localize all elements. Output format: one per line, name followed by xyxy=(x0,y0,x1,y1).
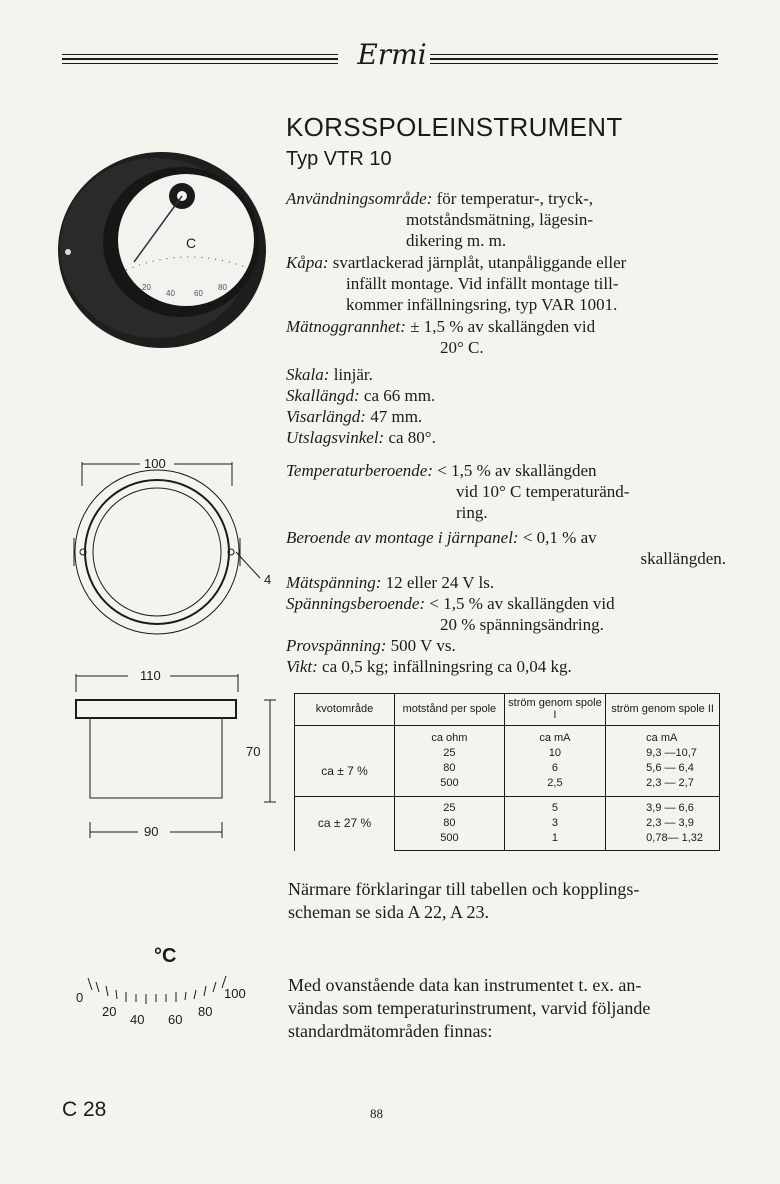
scale-number: 20 xyxy=(102,1004,117,1019)
table-cell: 6 xyxy=(504,761,605,776)
table-cell: 1 xyxy=(504,831,605,851)
page-number: 88 xyxy=(370,1106,383,1121)
note-paragraph xyxy=(288,878,724,924)
table-cell: 80 xyxy=(395,761,505,776)
spec-value: 500 V vs. xyxy=(390,636,456,655)
spec-label: Spänningsberoende: xyxy=(286,594,426,613)
spec-value: kommer infällningsring, typ VAR 1001. xyxy=(346,295,618,314)
table-range-cell: ca ± 7 % xyxy=(295,746,395,797)
header-rule-left-3 xyxy=(62,63,338,64)
spec-label: Mätspänning: xyxy=(286,573,382,592)
table-header: kvotområde xyxy=(295,694,395,726)
table-cell: 500 xyxy=(395,831,505,851)
table-cell: 2,3 — 3,9 xyxy=(606,816,720,831)
dim-4-label: 4 xyxy=(264,572,272,587)
spec-label: Mätnoggrannhet: xyxy=(286,317,406,336)
table-range-cell: ca ± 27 % xyxy=(295,797,395,851)
scale-number: 100 xyxy=(224,986,246,1001)
spec-label: Kåpa: xyxy=(286,253,329,272)
spec-value: 47 mm. xyxy=(370,407,423,426)
spec-value: infällt montage. Vid infällt montage till- xyxy=(346,274,619,293)
note-line: Närmare förklaringar till tabellen och kopplings- xyxy=(288,879,640,899)
header-rule-right-1 xyxy=(430,54,718,55)
page-code: C 28 xyxy=(62,1098,107,1121)
dial-number: 80 xyxy=(218,283,227,292)
spec-value: skallängden. xyxy=(640,549,726,568)
spec-value: ± 1,5 % av skallängden vid xyxy=(410,317,596,336)
spec-label: Skallängd: xyxy=(286,386,360,405)
scale-number: 60 xyxy=(168,1012,183,1027)
table-cell: 0,78— 1,32 xyxy=(606,831,720,851)
table-cell: 2,3 — 2,7 xyxy=(606,776,720,797)
table-row xyxy=(295,746,720,761)
spec-value: för temperatur-, tryck-, xyxy=(436,189,593,208)
spec-value: linjär. xyxy=(333,365,373,384)
scale-number: 0 xyxy=(76,990,84,1005)
note-line: scheman se sida A 22, A 23. xyxy=(288,902,489,922)
spec-value: ring. xyxy=(456,503,488,522)
spec-temp-dependence xyxy=(286,460,726,523)
spec-value: motståndsmätning, lägesin- xyxy=(406,210,593,229)
table-cell: 3,9 — 6,6 xyxy=(606,797,720,817)
page-title: KORSSPOLEINSTRUMENT xyxy=(286,112,623,142)
spec-value: < 1,5 % av skallängden xyxy=(437,461,597,480)
table-header: motstånd per spole xyxy=(395,694,505,726)
table-cell: 5,6 — 6,4 xyxy=(606,761,720,776)
spec-label: Visarlängd: xyxy=(286,407,366,426)
table-header: ström genom spole II xyxy=(606,694,720,726)
table-cell: 25 xyxy=(395,797,505,817)
spec-mount-dependence xyxy=(286,527,726,569)
table-cell: 5 xyxy=(504,797,605,817)
table-cell: 3 xyxy=(504,816,605,831)
spec-accuracy xyxy=(286,316,726,358)
header-rule-left-1 xyxy=(62,54,338,55)
spec-value: 20 % spänningsändring. xyxy=(440,615,604,634)
brand-logo: Ermi xyxy=(357,38,427,71)
dim-100-label: 100 xyxy=(144,456,166,471)
instrument-photo xyxy=(56,150,268,350)
table-cell: 10 xyxy=(504,746,605,761)
header-rule-right-3 xyxy=(430,63,718,64)
dimension-drawing xyxy=(60,452,280,852)
dial-number: 40 xyxy=(166,289,175,298)
page-subtitle: Typ VTR 10 xyxy=(286,148,392,170)
spec-value: ca 66 mm. xyxy=(363,386,436,405)
note-line: vändas som temperaturinstrument, varvid följande xyxy=(288,998,651,1018)
table-cell: 2,5 xyxy=(504,776,605,797)
spec-label: Skala: xyxy=(286,365,330,384)
scale-number: 40 xyxy=(130,1012,145,1027)
dial-number: 60 xyxy=(194,289,203,298)
spec-value: ca 80°. xyxy=(388,428,436,447)
table-header: ström genom spole I xyxy=(504,694,605,726)
dim-70-label: 70 xyxy=(246,744,261,759)
table-cell: ca mA xyxy=(606,726,720,747)
dial-number: 20 xyxy=(142,283,151,292)
note-line: Med ovanstående data kan instrumentet t. ex. an- xyxy=(288,975,642,995)
dim-90-label: 90 xyxy=(144,824,159,839)
header-rule-left-2 xyxy=(62,58,338,60)
spec-value: < 1,5 % av skallängden vid xyxy=(429,594,615,613)
coil-data-table xyxy=(294,693,720,851)
scale-unit-label: °C xyxy=(154,945,177,967)
spec-label: Vikt: xyxy=(286,657,318,676)
spec-label: Temperaturberoende: xyxy=(286,461,433,480)
spec-kapa xyxy=(286,252,726,315)
spec-usage xyxy=(286,188,726,251)
note-line: standardmätområden finnas: xyxy=(288,1021,493,1041)
dial-unit-label: C xyxy=(186,235,197,251)
spec-value: svartlackerad järnplåt, utanpåliggande eller xyxy=(332,253,627,272)
spec-value: dikering m. m. xyxy=(406,231,507,250)
table-cell: 9,3 —10,7 xyxy=(606,746,720,761)
spec-label: Användningsområde: xyxy=(286,189,433,208)
spec-value: vid 10° C temperaturänd- xyxy=(456,482,630,501)
usage-paragraph xyxy=(288,974,724,1043)
spec-voltage xyxy=(286,572,726,677)
scale-sample xyxy=(74,940,254,1040)
table-cell: 80 xyxy=(395,816,505,831)
spec-value: 20° C. xyxy=(440,338,484,357)
spec-value: 12 eller 24 V ls. xyxy=(385,573,495,592)
table-row xyxy=(295,797,720,817)
table-cell: ca mA xyxy=(504,726,605,747)
table-cell: ca ohm xyxy=(395,726,505,747)
scale-number: 80 xyxy=(198,1004,213,1019)
table-unit-row xyxy=(295,726,720,747)
table-cell xyxy=(295,726,395,747)
spec-label: Provspänning: xyxy=(286,636,387,655)
table-cell: 500 xyxy=(395,776,505,797)
header-rule-right-2 xyxy=(430,58,718,60)
spec-label: Utslagsvinkel: xyxy=(286,428,385,447)
dim-110-label: 110 xyxy=(140,668,161,683)
spec-value: < 0,1 % av xyxy=(522,528,597,547)
table-cell: 25 xyxy=(395,746,505,761)
spec-scale xyxy=(286,364,726,448)
spec-value: ca 0,5 kg; infällningsring ca 0,04 kg. xyxy=(322,657,572,676)
spec-label: Beroende av montage i järnpanel: xyxy=(286,528,519,547)
